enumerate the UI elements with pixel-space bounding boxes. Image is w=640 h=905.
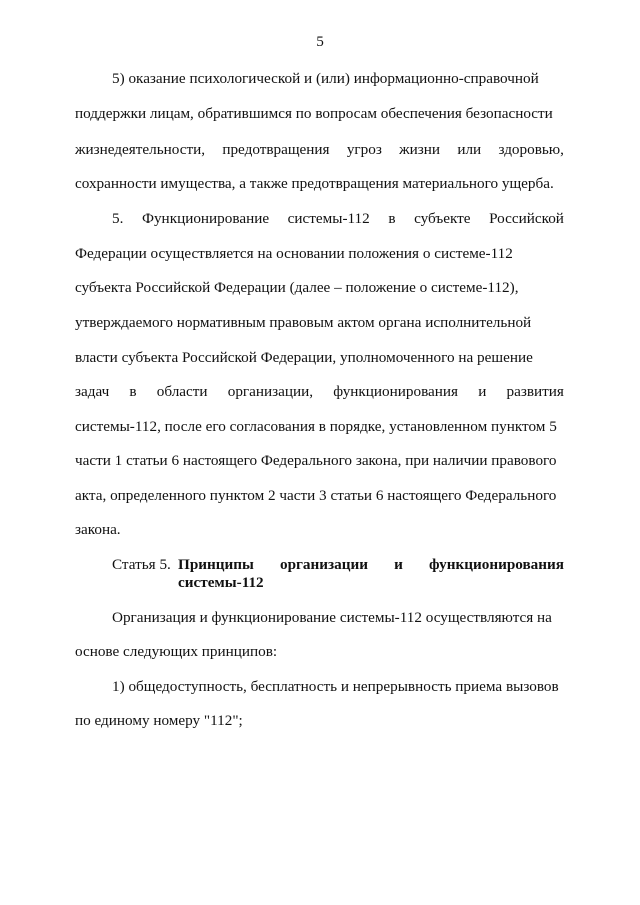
word: в	[129, 383, 137, 400]
title-word: функционирования	[429, 556, 564, 573]
article-label: Статья 5.	[112, 556, 171, 573]
word: субъекте	[414, 210, 471, 227]
p2-line-3: субъекта Российской Федерации (далее – положение о системе-112),	[75, 279, 519, 296]
word: области	[156, 383, 208, 400]
word: организации,	[227, 383, 314, 400]
p2-line-10: закона.	[75, 521, 121, 538]
p4-line-1: 1) общедоступность, бесплатность и непрерывность приема вызовов	[112, 678, 559, 695]
p3-line-2: основе следующих принципов:	[75, 643, 278, 660]
p1-line-1	[112, 70, 564, 88]
p2-line-4: утверждаемого нормативным правовым актом органа исполнительной	[75, 314, 532, 331]
word: угроз	[346, 141, 382, 158]
p1-line-4: сохранности имущества, а также предотвращения материального ущерба.	[75, 175, 554, 192]
word: 5.	[112, 210, 124, 227]
word: или	[457, 141, 482, 158]
word: здоровью,	[498, 141, 564, 158]
word: жизнедеятельности,	[75, 141, 206, 158]
p2-line-2: Федерации осуществляется на основании положения о системе-112	[75, 245, 513, 262]
word: задач	[75, 383, 110, 400]
p2-line-8: части 1 статьи 6 настоящего Федерального закона, при наличии правового	[75, 452, 557, 469]
p2-line-7: системы-112, после его согласования в порядке, установленном пунктом 5	[75, 418, 557, 435]
word: Функционирование	[141, 210, 270, 227]
page-number: 5	[316, 33, 324, 50]
word: Российской	[489, 210, 564, 227]
word: функционирования	[333, 383, 459, 400]
p1-line-1-text: 5) оказание психологической и (или) информационно-справочной	[112, 70, 539, 87]
word: и	[478, 383, 487, 400]
title-word: и	[394, 556, 403, 573]
word: жизни	[399, 141, 441, 158]
p3-line-1: Организация и функционирование системы-112 осуществляются на	[112, 609, 552, 626]
word: системы-112	[287, 210, 370, 227]
p2-line-1	[112, 210, 564, 228]
p2-line-5: власти субъекта Российской Федерации, уполномоченного на решение	[75, 349, 533, 366]
article-title-line-2: системы-112	[178, 574, 264, 591]
p2-line-9: акта, определенного пунктом 2 части 3 статьи 6 настоящего Федерального	[75, 487, 557, 504]
article-title	[178, 556, 564, 574]
word: в	[388, 210, 396, 227]
p1-line-3	[75, 141, 564, 159]
word: развития	[506, 383, 564, 400]
p2-line-6	[75, 383, 564, 401]
title-word: организации	[280, 556, 368, 573]
p1-line-2: поддержки лицам, обратившимся по вопросам обеспечения безопасности	[75, 105, 553, 122]
title-word: Принципы	[178, 556, 254, 573]
word: предотвращения	[222, 141, 330, 158]
p4-line-2: по единому номеру "112";	[75, 712, 243, 729]
